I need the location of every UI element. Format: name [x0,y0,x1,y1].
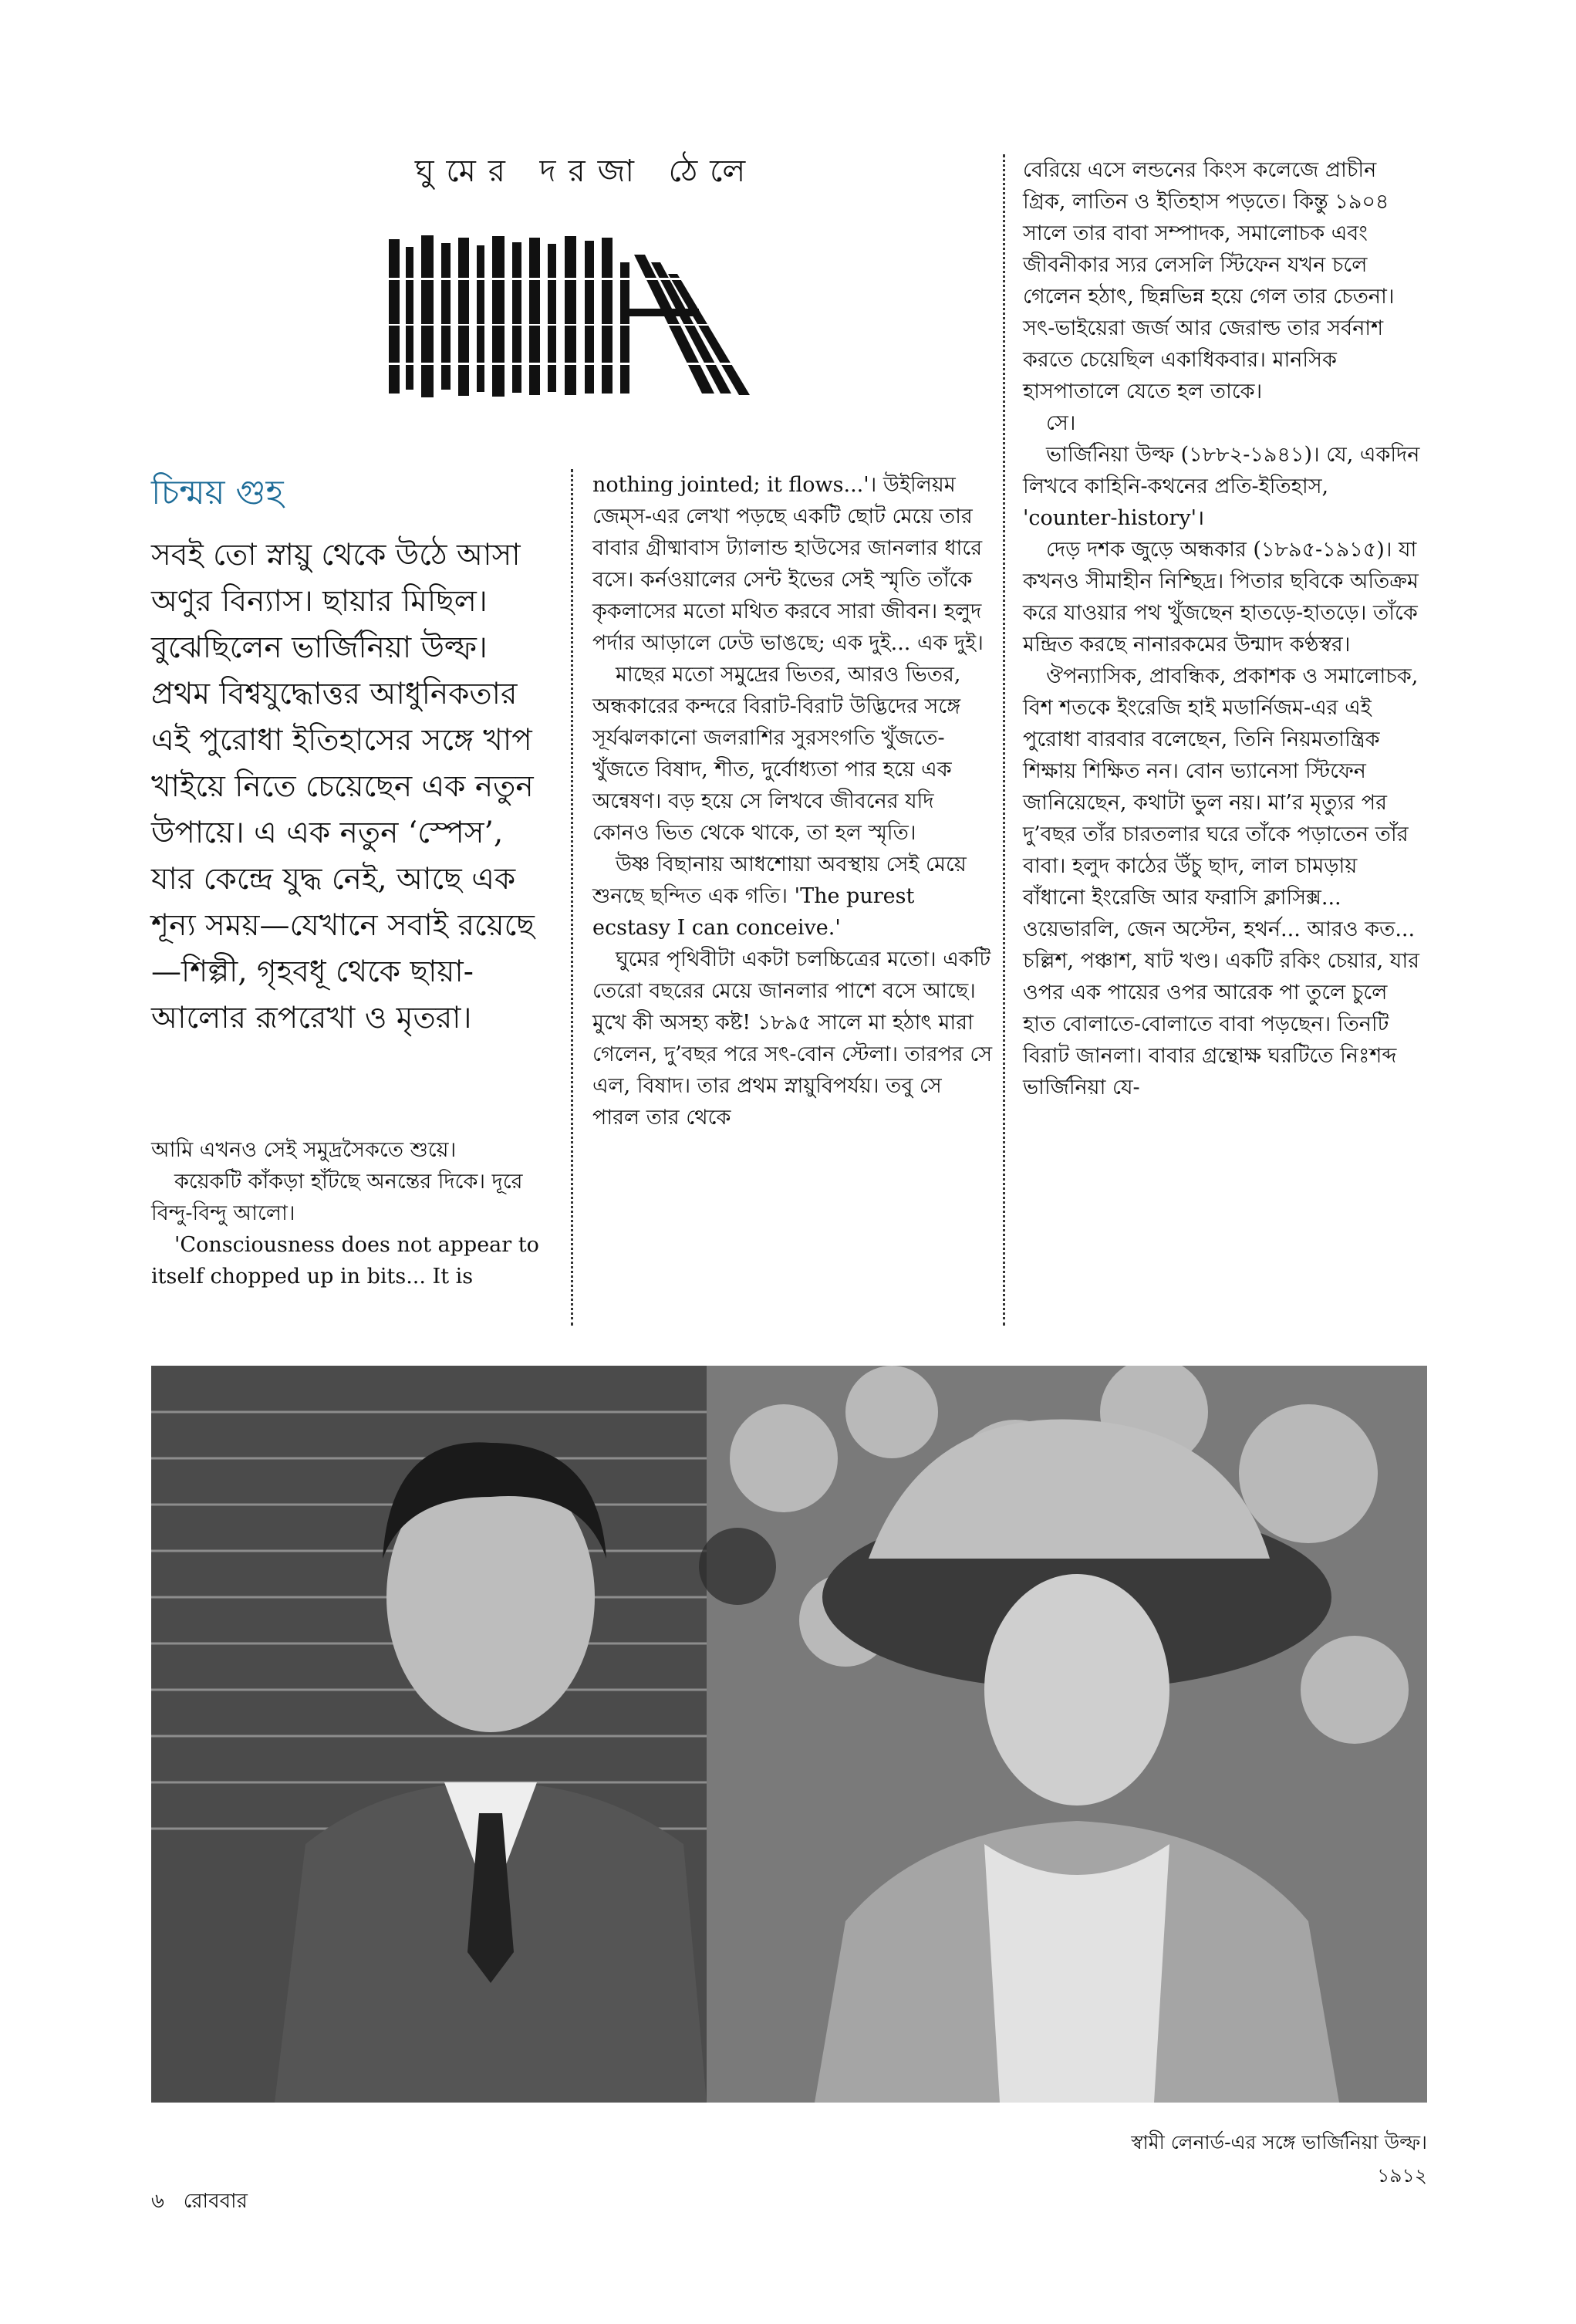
paragraph: সে। [1046,411,1076,435]
paragraph: ঔপন্যাসিক, প্রাবন্ধিক, প্রকাশক ও সমালোচক, বিশ শতকে ইংরেজি হাই মডার্নিজম-এর এই পুরোধা বারবার বলেছেন, তিনি নিয়মতান্ত্রিক শিক্ষায় শিক্ষিত নন। বোন ভ্যানেসা স্টিফেন জানিয়েছেন, কথাটা ভুল নয়। মা’র মৃত্যুর পর দু’বছর তাঁর চারতলার ঘরে তাঁকে পড়াতেন তাঁর বাবা। হলুদ কাঠের উঁচু ছাদ, লাল চামড়ায় বাঁধানো ইংরেজি আর ফরাসি ক্লাসিক্স... ওয়েভারলি, জেন অস্টেন, হথর্ন... আরও কত... চল্লিশ, পঞ্চাশ, ষাট খণ্ড। একটি রকিং চেয়ার, যার ওপর এক পায়ের ওপর আরেক পা তুলে চুলে হাত বোলাতে-বোলাতে বাবা পড়ছেন। তিনটি বিরাট জানলা। বাবার গ্রন্থোক্ষ ঘরটিতে নিঃশব্দ ভার্জিনিয়া যে- [1023,664,1420,1100]
standfirst-text: সবই তো স্নায়ু থেকে উঠে আসা অণুর বিন্যাস। ছায়ার মিছিল। বুঝেছিলেন ভার্জিনিয়া উল্ফ। প্রথম বিশ্বযুদ্ধোত্তর আধুনিকতার এই পুরোধা ইতিহাসের সঙ্গে খাপ খাইয়ে নিতে চেয়েছেন এক নতুন উপায়ে। এ এক নতুন ‘স্পেস’, যার কেন্দ্রে যুদ্ধ নেই, আছে এক শূন্য সময়—যেখানে সবাই রয়েছে—শিল্পী, গৃহবধূ থেকে ছায়া-আলোর রূপরেখা ও মৃতরা। [151,538,535,1035]
column-3 [1023,154,1424,1103]
photo-caption: স্বামী লেনার্ড-এর সঙ্গে ভার্জিনিয়া উল্ফ। ১৯১২ [1131,2131,1427,2187]
column-divider [1003,154,1005,1326]
standfirst [151,532,545,1042]
column-divider [571,469,573,1326]
paragraph: মাছের মতো সমুদ্রের ভিতর, আরও ভিতর, অন্ধকারের কন্দরে বিরাট-বিরাট উদ্ভিদের সঙ্গে সূর্যঝলকানো জলরাশির সুরসংগতি খুঁজতে-খুঁজতে বিষাদ, শীত, দুর্বোধ্যতা পার হয়ে এক অন্বেষণ। বড় হয়ে সে লিখবে জীবনের যদি কোনও ভিত থেকে থাকে, তা হল স্মৃতি। [592,663,961,845]
archival-photo [151,1366,1427,2103]
magazine-name: রোববার [183,2190,248,2213]
page-footer [151,2185,248,2219]
paragraph: উষ্ণ বিছানায় আধশোয়া অবস্থায় সেই মেয়ে শুনছে ছন্দিত এক গতি। 'The purest ecstasy I can conceive.' [592,853,967,940]
paragraph: কয়েকটি কাঁকড়া হাঁটছে অনন্তের দিকে। দূরে বিন্দু-বিন্দু আলো। [151,1170,523,1225]
article-kicker: ঘুমের দরজা ঠেলে [414,154,758,189]
paragraph: nothing jointed; it flows...'। উইলিয়ম জেম্স-এর লেখা পড়ছে একটি ছোট মেয়ে তার বাবার গ্রীষ্মাবাস ট্যালান্ড হাউসের জানলার ধারে বসে। কর্নওয়ালের সেন্ট ইভের সেই স্মৃতি তাঁকে কৃকলাসের মতো মথিত করবে সারা জীবন। হলুদ পর্দার আড়ালে ঢেউ ভাঙছে; এক দুই... এক দুই। [592,473,984,655]
paragraph: বেরিয়ে এসে লন্ডনের কিংস কলেজে প্রাচীন গ্রিক, লাতিন ও ইতিহাস পড়তে। কিন্তু ১৯০৪ সালে তার বাবা সম্পাদক, সমালোচক এবং জীবনীকার স্যর লেসলি স্টিফেন যখন চলে গেলেন হঠাৎ, ছিন্নভিন্ন হয়ে গেল তার চেতনা। সৎ-ভাইয়েরা জর্জ আর জেরাল্ড তার সর্বনাশ করতে চেয়েছিল একাধিকবার। মানসিক হাসপাতালে যেতে হল তাকে। [1023,158,1395,404]
barcode-title-logo [383,231,753,401]
paragraph: দেড় দশক জুড়ে অন্ধকার (১৮৯৫-১৯১৫)। যা কখনও সীমাহীন নিশ্ছিদ্র। পিতার ছবিকে অতিক্রম করে যাওয়ার পথ খুঁজছেন হাতড়ে-হাতড়ে। তাঁকে মন্দ্রিত করছে নানারকমের উন্মাদ কণ্ঠস্বর। [1023,538,1419,657]
column-1 [151,1134,545,1292]
page-number: ৬ [151,2190,164,2213]
paragraph: ভার্জিনিয়া উল্ফ (১৮৮২-১৯৪১)। যে, একদিন লিখবে কাহিনি-কথনের প্রতি-ইতিহাস, 'counter-history'। [1023,443,1420,530]
author-name: চিন্ময় গুহ [151,473,284,512]
paragraph: 'Consciousness does not appear to itself chopped up in bits... It is [151,1233,539,1289]
paragraph: ঘুমের পৃথিবীটা একটা চলচ্চিত্রের মতো। একটি তেরো বছরের মেয়ে জানলার পাশে বসে আছে। মুখে কী অসহ্য কষ্ট! ১৮৯৫ সালে মা হঠাৎ মারা গেলেন, দু’বছর পরে সৎ-বোন স্টেলা। তারপর সে এল, বিষাদ। তার প্রথম স্নায়ুবিপর্যয়। তবু সে পারল তার থেকে [592,948,993,1130]
column-2 [592,469,994,1133]
paragraph: আমি এখনও সেই সমুদ্রসৈকতে শুয়ে। [151,1138,457,1162]
